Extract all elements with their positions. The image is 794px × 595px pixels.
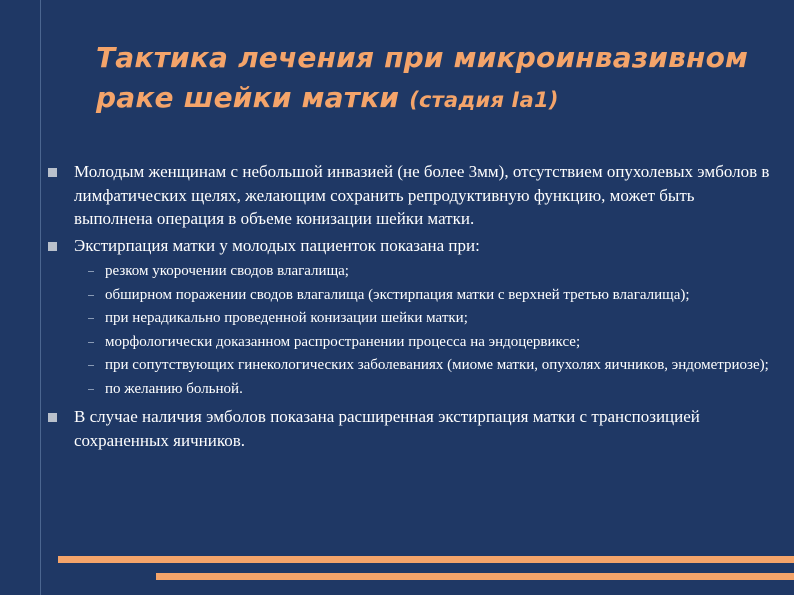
dash-bullet-icon: [88, 271, 94, 272]
bullet-text: Молодым женщинам с небольшой инвазией (не более 3мм), отсутствием опухолевых эмболов в лимфатических щелях, желающим сохранить репродуктивную функцию, может быть выполнена операция в объеме конизации шейки матки.: [74, 162, 770, 228]
dash-bullet-icon: [88, 342, 94, 343]
accent-stripe-bottom: [156, 573, 794, 580]
bullet-text: Экстирпация матки у молодых пациенток показана при:: [74, 235, 480, 255]
dash-bullet-icon: [88, 365, 94, 366]
accent-stripe-top: [58, 556, 794, 563]
square-bullet-icon: [48, 242, 57, 251]
sub-bullet-text: при нерадикально проведенной конизации шейки матки;: [105, 310, 468, 326]
sub-bullet-item: [48, 332, 785, 353]
bullet-item: [48, 160, 774, 231]
square-bullet-icon: [48, 168, 57, 177]
title-line-2-main: раке шейки матки: [96, 81, 410, 114]
title-stage: (стадия Ia1): [409, 88, 559, 112]
left-divider-line: [40, 0, 41, 595]
sub-bullet-item: [48, 285, 785, 306]
dash-bullet-icon: [88, 389, 94, 390]
slide-title: [96, 38, 776, 120]
dash-bullet-icon: [88, 295, 94, 296]
square-bullet-icon: [48, 413, 57, 422]
sub-bullet-text: морфологически доказанном распространении процесса на эндоцервиксе;: [105, 333, 581, 350]
sub-bullet-text: резком укорочении сводов влагалища;: [105, 263, 349, 279]
bullet-item: [48, 405, 774, 452]
title-line-1: Тактика лечения при микроинвазивном: [96, 41, 749, 74]
sub-bullet-text: по желанию больной.: [105, 380, 243, 397]
sub-bullet-list: [48, 261, 788, 399]
sub-bullet-text: обширном поражении сводов влагалища (экстирпация матки с верхней третью влагалища);: [105, 286, 690, 303]
slide-body: [48, 160, 788, 455]
sub-bullet-item: [48, 261, 785, 282]
sub-bullet-item: [48, 355, 785, 376]
sub-bullet-text: при сопутствующих гинекологических заболеваниях (миоме матки, опухолях яичников, эндометриозе);: [105, 357, 769, 373]
sub-bullet-item: [48, 379, 785, 400]
sub-bullet-item: [48, 308, 785, 329]
bullet-text: В случае наличия эмболов показана расширенная экстирпация матки с транспозицией сохраненных яичников.: [74, 407, 700, 450]
dash-bullet-icon: [88, 318, 94, 319]
bullet-item: [48, 234, 774, 258]
title-line-2: [96, 78, 776, 120]
